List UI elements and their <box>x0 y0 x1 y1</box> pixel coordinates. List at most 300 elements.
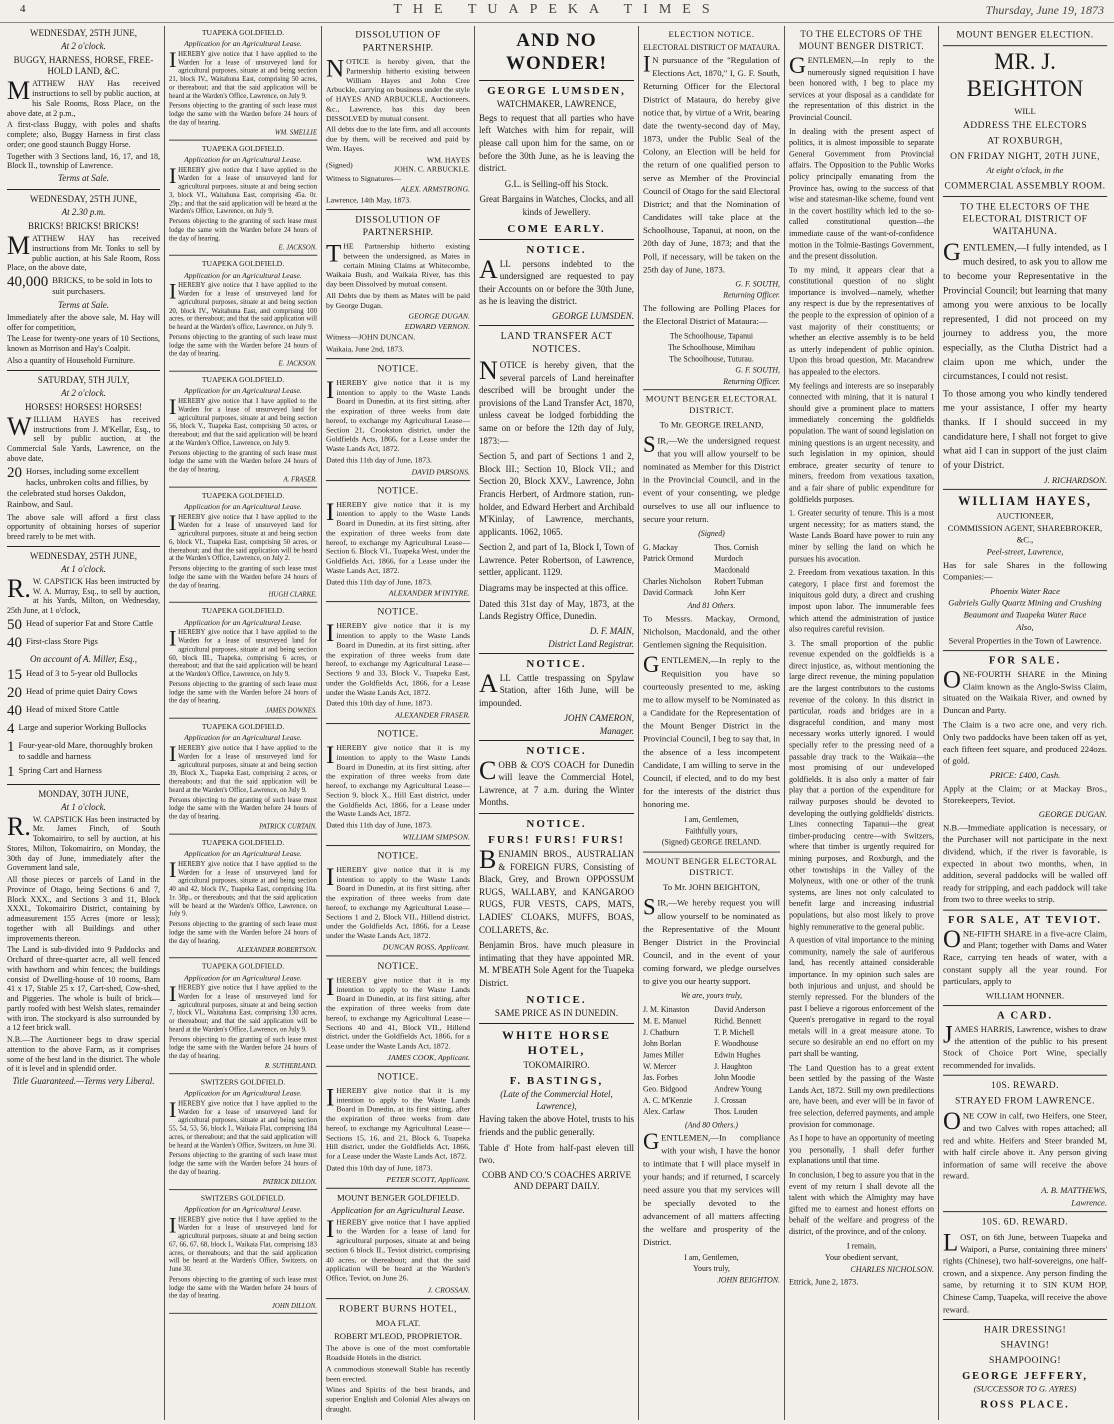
goldfield-heading: TUAPEKA GOLDFIELD. <box>201 490 285 500</box>
lot-text: BRICKS, to be sold in lots to suit purchasers. <box>52 275 153 297</box>
others: And 81 Others. <box>687 601 736 611</box>
divider <box>7 189 160 190</box>
ad-body: WILLIAM HAYES has received instructions from J. M'Kellar, Esq., to sell by public auction, at the Commercial Sale Yards, Lawrence, on the above date, <box>7 411 160 463</box>
address-paragraph: In dealing with the present aspect of politics, it is almost impossible to separate General Government from Provincial affairs. The Opposition to the Public Works policy principally emanating from the Province has, owing to the success of that wise and statesman-like scheme, found vent in the covert hostility which led to the so-called constitutional question—the immediate cause of the want-of-confidence motion in the Tolmie-Bastings Government, and the present dissolution. <box>789 126 934 261</box>
closing: I remain, <box>846 1240 877 1250</box>
column-4 <box>474 26 638 1420</box>
applicant-name: DAVID PARSONS. <box>411 467 470 476</box>
divider <box>326 1066 470 1067</box>
hotel-body: Having taken the above Hotel, trusts to his friends and the public generally. <box>479 1114 634 1137</box>
column-1 <box>3 26 164 1420</box>
notice-body: IN pursuance of the "Regulation of Elections Act, 1870," I, G. F. South, Returning Officer for the Electoral District of Mataura, do hereby give notice that, by virtue of a Writ, bearing date the twenty-second day of May, 1873, under the Public Seal of the Colony, an Election will be held for the return of one qualified person to serve as Member of the Provincial Council of Otago for the said Electoral District; and that the Nomination of Candidates will take place at the Schoolhouse, Tapanui, at noon, on the 20th day of June, 1873; and that the Poll, if necessary, will be taken on the 25th day of June, 1873. <box>643 51 780 276</box>
application-detail: 7, block VI., Waitahuna East, comprising 130 acres, or thereabout; and that the said application will be heard at the Warden's Office, Lawrence, on July 9. <box>169 1008 317 1034</box>
notice-body: Section 2, and part of 1a, Block I, Town of Lawrence. Peter Robertson, of Lawrence, settler, applicant. 1129. <box>479 542 634 578</box>
signature-role: Manager. <box>599 725 634 736</box>
application-sub: Application for an Agricultural Lease. <box>184 154 302 164</box>
notice-heading: MOUNT BENGER GOLDFIELD. <box>336 1192 460 1202</box>
price-line: SAME PRICE AS IN DUNEDIN. <box>494 1007 619 1018</box>
sale-time: At 1 o'clock. <box>61 801 106 812</box>
address-paragraph: To my mind, it appears clear that a constitutional question of no slight importance is involved—namely, whether any respect is due by the representatives of the people to the expression of opinion of a vast majority of their constituents; or whether an elective assembly is to be held as utterly independent of public opinion. Upon this broad question, Mr. Macandrew has appealed to the electors. <box>789 265 934 377</box>
signed-label: (Signed) <box>326 160 353 169</box>
signatory-name: J. Crossan <box>714 1096 747 1105</box>
application-body <box>169 510 317 563</box>
advertiser-trade: WATCHMAKER, LAWRENCE, <box>496 98 617 109</box>
signatory-name: Geo. Bidgood <box>643 1084 688 1094</box>
polling-place: The Schoolhouse, Tapanui <box>669 331 754 341</box>
application-objection: Persons objecting to the granting of such lease must lodge the same with the Warden before 24 hours of the day of hearing. <box>169 1035 317 1060</box>
notice-detail: Section 6. Block VI., Tuapeka West, under the Goldfields Act, 1866, for a Lease under the Waste Lands Act, 1872. <box>326 547 470 575</box>
notice-body <box>326 972 470 1052</box>
column-2 <box>164 26 321 1420</box>
candidate-name: MR. J. BEIGHTON <box>966 49 1084 102</box>
lot-text: Four-year-old Mare, thoroughly broken to saddle and harness <box>18 739 153 761</box>
application-detail: 67, 66, 67, 68, block I., Waikaia Flat, comprising 183 acres, or thereabouts; and that the said application will be heard at the Warden's Office, Switzers, on June 30. <box>169 1240 317 1273</box>
meeting-line: WILL <box>1014 106 1036 117</box>
applicant-name: JOHN DILLON. <box>271 1301 317 1310</box>
address-heading: TO THE ELECTORS OF THE MOUNT BENGER DISTRICT. <box>798 29 925 52</box>
signatory-name: G. Mackay <box>643 542 678 552</box>
sale-time: At 2.30 p.m. <box>61 207 106 218</box>
signatory-name: T. P. Michell <box>714 1027 755 1037</box>
district-heading: MOUNT BENGER ELECTORAL DISTRICT. <box>645 394 778 416</box>
application-lead: IHEREBY give notice that I have applied to the Warden for a lease of unsurveyed land for agricultural purposes, situate at and being section <box>169 981 317 1009</box>
notice-lead: IHEREBY give notice that it is my intention to apply to the Waste Lands Board in Dunedin, at its first sitting, after the expiration of three weeks from date hereof, to exchange my Agricultural Lease— <box>326 862 470 912</box>
notice-body <box>326 618 470 698</box>
polling-places <box>643 331 780 365</box>
application-objection: Persons objecting to the granting of such lease must lodge the same with the Warden before 24 hours of the day of hearing. <box>169 919 317 945</box>
signatory-name: J. Chatburn <box>643 1027 680 1037</box>
signature: WILLIAM HONNER. <box>985 990 1065 1001</box>
addressee: To Mr. JOHN BEIGHTON, <box>663 883 760 893</box>
sale-date: WEDNESDAY, 25TH JUNE, <box>29 28 137 38</box>
application-lead: IHEREBY give notice that I have applied to the Warden for a lease of unsurveyed land for agricultural purposes, situate at and being section <box>169 510 317 538</box>
notice-heading: NOTICE. <box>377 850 419 862</box>
company-list <box>943 586 1107 621</box>
divider <box>943 910 1107 911</box>
hotel-body: COBB AND CO.'S COACHES ARRIVE AND DEPART DAILY. <box>482 1169 631 1192</box>
signature: A. B. MATTHEWS, <box>1041 1185 1107 1195</box>
waste-lands-notices <box>326 358 470 1184</box>
sale-time: At 2 o'clock. <box>61 387 106 398</box>
lot-text: Spring Cart and Harness <box>18 764 102 775</box>
divider <box>326 358 470 359</box>
election-heading: MOUNT BENGER ELECTION. <box>956 29 1094 41</box>
signatory-name: A. C. M'Kenzie <box>643 1096 693 1105</box>
ad-body: MATTHEW HAY has received instructions from Mr. Tonks to sell by public auction, at his Sale Room, Ross Place, on the above date, <box>7 231 160 273</box>
sale-date: SATURDAY, 5TH JULY, <box>37 374 130 385</box>
sale-body: The Claim is a two acre one, and very rich. Only two paddocks have been taken off as yet, each fifteen feet square, and produced 224ozs. of gold. <box>943 720 1107 766</box>
application-body <box>169 278 317 331</box>
reply: GENTLEMEN,—In compliance with your wish, I have the honor to intimate that I will place myself in your hands; and if returned, I scarcely need assure you that my services will be specially devoted to the advancement of all matters affecting the welfare and prosperity of the District. <box>643 1129 780 1248</box>
address-paragraph: GENTLEMEN,—In reply to the numerously signed requisition I have been honored with, I beg to place my services at your disposal as a candidate for the representation of this district in the Provincial Council. <box>789 52 934 122</box>
hotel-body: Table d' Hote from half-past eleven till two. <box>479 1142 634 1166</box>
application-body <box>169 163 317 216</box>
notice-body <box>326 497 470 576</box>
divider <box>479 813 634 814</box>
goldfield-heading: TUAPEKA GOLDFIELD. <box>201 606 285 615</box>
lot-number: 40 <box>7 635 22 651</box>
sale-title: HORSES! HORSES! HORSES! <box>24 401 143 412</box>
signatory-name: Thos. Louden <box>714 1107 758 1117</box>
ad-body: N.B.—The Auctioneer begs to draw special attention to the above Farm, as it comprises some of the best land in the district. The whole of it is level and in splendid order. <box>7 1035 160 1074</box>
divider <box>943 45 1107 46</box>
hotel-title: ROBERT BURNS HOTEL, <box>339 1303 457 1315</box>
barber-note: (SUCCESSOR TO G. AYRES) <box>973 1384 1077 1394</box>
hotel-body: Wines and Spirits of the best brands, and superior English and Colonial Ales always on draught. <box>326 1385 470 1414</box>
notice-date: Dated this 11th day of June, 1873. <box>326 821 432 830</box>
divider <box>7 784 160 785</box>
witness-name: ALEX. ARMSTRONG. <box>400 185 470 194</box>
divider <box>169 718 317 719</box>
witness: Witness—JOHN DUNCAN. <box>326 333 416 343</box>
notice-heading: NOTICE. <box>526 243 587 256</box>
application-body <box>169 394 317 447</box>
applicant-name: R. SUTHERLAND. <box>264 1062 317 1070</box>
lot-item <box>7 275 160 297</box>
signature: WM. HAYES <box>426 155 470 165</box>
divider <box>943 1005 1107 1006</box>
notice-heading: DISSOLUTION OF PARTNERSHIP. <box>355 215 441 239</box>
application-objection: Persons objecting to the granting of such lease must lodge the same with the Warden before 24 hours of the day of hearing. <box>169 448 317 474</box>
divider <box>479 653 634 654</box>
address-body: To those among you who kindly tendered me your assistance, I offer my hearty thanks. If I should succeed in my candidature here, I shall not forget to give what aid I can in support of the just claim of your District. <box>943 388 1107 471</box>
application-body <box>169 1212 317 1273</box>
address-paragraph: A question of vital importance to the mining community, namely the sale of auriferous land, has recently attained considerable importance. In my opinion such sales are both injurious and unjust, and should be sternly repressed. For the blunders of the past I believe a rigorous enforcement of the Queen's prerogative in regard to the royal metals will in a great measure atone. To secure so desirable an end no effort on my part shall be wanting. <box>789 935 934 1058</box>
signatory-name: Murdoch Macdonald <box>714 554 750 575</box>
signature: G. F. SOUTH, <box>735 279 780 289</box>
signature-role: Returning Officer. <box>723 377 780 387</box>
lot-item <box>7 765 160 780</box>
notice-heading: NOTICE. <box>377 363 419 375</box>
notice-lead: IHEREBY give notice that it is my intention to apply to the Waste Lands Board in Dunedin, at its first sitting, after the expiration of three weeks from date hereof, to exchange my Agricultural Lease— <box>326 618 470 669</box>
notice-body: NOTICE is hereby given, that the several parcels of Land hereinafter described will be brought under the provisions of the Land Transfer Act, 1870, unless caveat be lodged forbidding the same on or before the 12th day of July, 1873:— <box>479 355 634 446</box>
application-lead: IHEREBY give notice that I have applied to the Warden for a lease of unsurveyed land for agricultural purposes, situate at and being section <box>169 47 317 75</box>
notice-heading: NOTICE. <box>377 607 419 619</box>
ad-body: Immediately after the above sale, M. Hay will offer for competition, <box>7 312 160 332</box>
address-body: GENTLEMEN,—I fully intended, as I much desired, to ask you to allow me to become your Representative in the Provincial Council; but learning that many among you were anxious to be locally represented, I did not proceed on my journey to address you, the more especially, as the Clutha District had a claim upon me which, under the circumstances, I could not resist. <box>943 238 1107 383</box>
district-heading: ELECTORAL DISTRICT OF MATAURA. <box>643 42 780 52</box>
address-paragraph: My feelings and interests are so inseparably connected with mining, that it is natural I should give a prominent place to matters immediately concerning the goldfields population. The want of sound legislation on mining questions is an urgent necessity, and such legislation in my opinion, should embrace, greater security of tenure to miners, freedom from vexatious taxation, and a fair share of public expenditure for goldfields purposes. <box>789 381 934 504</box>
barber-heading: HAIR DRESSING! <box>983 1324 1067 1336</box>
application-sub: Application for an Agricultural Lease. <box>184 617 302 627</box>
application-objection: Persons objecting to the granting of such lease must lodge the same with the Warden before 24 hours of the day of hearing. <box>169 1151 317 1176</box>
addressee: To Messrs. Mackay, Ormond, Nicholson, Macdonald, and the other Gentlemen signing the Requisition. <box>643 614 780 651</box>
notice-body: Dated this 31st day of May, 1873, at the Lands Registry Office, Dunedin. <box>479 598 634 622</box>
application-detail: 56, block V., Tuapeka East, comprising 50 acres, or thereabout; and that the said application will be heard at the Warden's Office, Lawrence, on July 9. <box>169 422 317 447</box>
sale-title: BRICKS! BRICKS! BRICKS! <box>27 220 140 231</box>
notice-heading: NOTICE. <box>377 729 419 740</box>
account-line: On account of A. Miller, Esq., <box>29 653 138 664</box>
address-paragraph: In conclusion, I beg to assure you that in the event of my return I shall devote all the talent with which the Almighty may have gifted me to earnest and honest efforts on behalf of the welfare and progress of the district, of the province, and of the colony. <box>789 1170 934 1236</box>
sale-heading: FOR SALE, AT TEVIOT. <box>948 914 1102 926</box>
notice-body: The following are Polling Places for the Electoral District of Mataura:— <box>643 304 780 327</box>
application-sub: Application for an Agricultural Lease. <box>184 849 302 858</box>
notice-heading: NOTICE. <box>526 818 587 830</box>
address-heading: TO THE ELECTORS OF THE ELECTORAL DISTRICT OF WAITAHUNA. <box>960 201 1090 238</box>
advertiser-name: GEORGE LUMSDEN, <box>487 84 626 97</box>
closing: Your obedient servant, <box>824 1252 899 1262</box>
notice-heading: DISSOLUTION OF PARTNERSHIP. <box>355 29 441 54</box>
application-sub: Application for an Agricultural Lease. <box>184 502 302 511</box>
application-lead: IHEREBY give notice that I have applied to the Warden for a lease of unsurveyed land for agricultural purposes, situate at and being section <box>169 394 317 422</box>
company-name: Phoenix Water Race <box>990 585 1060 596</box>
lot-list <box>7 668 160 780</box>
divider <box>479 80 634 81</box>
notice-heading: NOTICE. <box>377 1071 419 1083</box>
notice-body: Diagrams may be inspected at this office. <box>479 583 629 594</box>
notice-body: IHEREBY give notice that I have applied to the Warden for a lease of land for agricultural purposes, situate at and being section 6 block II., Teviot district, comprising 40 acres, or thereabout; and that the said application will be heard at the Warden's Office, Teviot, on June 26. <box>326 1214 470 1283</box>
application-body <box>169 981 317 1034</box>
goldfield-heading: TUAPEKA GOLDFIELD. <box>201 722 285 731</box>
column-5 <box>638 26 784 1420</box>
notice-body <box>326 375 470 454</box>
application-detail: 21, block IV., Waitahuna East, comprising 50 acres, or thereabout; and that the said application will be heard at the Warden's Office, Lawrence, on July 9. <box>169 75 317 100</box>
district-heading: MOUNT BENGER ELECTORAL DISTRICT. <box>645 856 778 878</box>
notice-body: All Debts due by them as Mates will be paid by George Dugan. <box>326 291 470 310</box>
lot-number: 4 <box>7 721 15 737</box>
goldfield-heading: SWITZERS GOLDFIELD. <box>200 1077 286 1087</box>
notice-date: Dated this 11th day of June, 1873. <box>326 455 432 465</box>
divider <box>169 602 317 603</box>
proprietor: F. BASTINGS, <box>509 1075 604 1088</box>
notice-heading: NOTICE. <box>526 744 587 757</box>
notice-date: Dated this 11th day of June, 1873. <box>326 577 432 587</box>
reward-heading: 10S. 6D. REWARD. <box>981 1216 1069 1228</box>
closing: I am, Gentlemen, <box>684 814 739 824</box>
lot-text: Head of prime quiet Dairy Cows <box>26 685 138 696</box>
address-paragraph: As I hope to have an opportunity of meeting you personally, I shall defer further explanations until that time. <box>789 1133 934 1166</box>
goldfield-heading: TUAPEKA GOLDFIELD. <box>201 375 285 384</box>
notice-detail: Section 9, block X., Hill East district, under the Goldfields Act, 1866, for a Lease under the Waste Lands Act, 1872. <box>326 790 470 819</box>
divider <box>943 1211 1107 1212</box>
notice-body: ALL persons indebted to the undersigned are requested to pay their Accounts on or before the 30th June, as he is leaving the district. <box>479 254 634 307</box>
goldfield-heading: TUAPEKA GOLDFIELD. <box>201 259 285 268</box>
applicant-name: PETER SCOTT, Applicant. <box>386 1174 470 1184</box>
notice-body <box>326 862 470 941</box>
signature: GEORGE DUGAN. <box>1038 809 1107 819</box>
lot-number: 1 <box>7 739 15 755</box>
signatory-name: Charles Nicholson <box>643 577 702 586</box>
application-objection: Persons objecting to the granting of such lease must lodge the same with the Warden before 24 hours of the day of hearing. <box>169 795 317 821</box>
divider <box>643 852 780 853</box>
card-body: JAMES HARRIS, Lawrence, wishes to draw the attention of the public to his present Stock of Choice Port Wine, specially recommended for invalids. <box>943 1020 1107 1070</box>
address-paragraph: 1. Greater security of tenure. This is a most urgent necessity; for as matters stand, the Waste Lands Board have power to ruin any miner by selling the land on which he pursues his avocation. <box>789 508 934 563</box>
signatory-name: James Miller <box>643 1050 684 1060</box>
meeting-line: ADDRESS THE ELECTORS <box>962 121 1088 132</box>
application-body <box>169 625 317 679</box>
applicant-name: WM. SMELLIE <box>274 128 317 137</box>
meeting-line: COMMERCIAL ASSEMBLY ROOM. <box>944 180 1106 192</box>
lot-text: Large and superior Working Bullocks <box>18 721 147 732</box>
lot-number: 15 <box>7 667 22 683</box>
divider <box>326 209 470 210</box>
application-objection: Persons objecting to the granting of such lease must lodge the same with the Warden before 24 hours of the day of hearing. <box>169 1275 317 1300</box>
ad-body: Has for sale Shares in the following Companies:— <box>943 560 1107 582</box>
ad-line: Several Properties in the Town of Lawrence. <box>948 635 1102 645</box>
notice-heading: NOTICE. <box>526 993 587 1006</box>
company-name: Beaumont and Tuapeka Water Race <box>963 610 1087 620</box>
barber-name: GEORGE JEFFERY, <box>962 1370 1088 1383</box>
sale-body: N.B.—Immediate application is necessary, or the Purchaser will not participate in the next dividend, which, if the river is favorable, is expected in about two months, when, in addition, several paddocks will be walled off ready for stripping, and each paddock will take from two to three weeks to strip. <box>943 822 1107 905</box>
divider <box>169 1189 317 1190</box>
terms: Terms at Sale. <box>58 300 109 311</box>
addressee: To Mr. GEORGE IRELAND, <box>659 421 764 431</box>
applicant-name: PATRICK DILLON. <box>262 1177 317 1186</box>
barber-heading: SHAMPOOING! <box>988 1355 1062 1366</box>
ad-line: Also, <box>1016 622 1034 632</box>
others: (And 80 Others.) <box>684 1120 738 1130</box>
goldfield-heading: SWITZERS GOLDFIELD. <box>200 1193 286 1202</box>
signatory-name: J. Haughton <box>714 1061 753 1071</box>
sale-time: At 2 o'clock. <box>61 41 106 52</box>
application-body <box>169 47 317 100</box>
signatory-name: David Anderson <box>714 1004 766 1014</box>
signature: (Signed) GEORGE IRELAND. <box>661 837 762 847</box>
notice-date: Waikaia, June 2nd, 1873. <box>326 344 405 354</box>
notice-detail: Sections 1 and 2, Block VII., Hillend district, under the Goldfields Act, 1866, for a Lease under the Waste Lands Act, 1872. <box>326 912 470 941</box>
column-3 <box>321 26 474 1420</box>
signatory-name: Richd. Bennett <box>714 1016 762 1026</box>
witness: Witness to Signatures— <box>326 173 401 183</box>
proprietor-note: (Late of the Commercial Hotel, Lawrence), <box>500 1089 613 1111</box>
divider <box>943 1319 1107 1320</box>
divider <box>169 371 317 372</box>
signatory-name: John Borlan <box>643 1039 682 1048</box>
ad-body: BENJAMIN BROS., AUSTRALIAN & FOREIGN FURS, Consisting of Black, Grey, and Brown OPPOSSUM RUGS, WALLABY, and KANGAROO RUGS, FUR VESTS, CAPS, MATS, LADIES' CLOAKS, MUFFS, BOAS, COLLARETS, &c. <box>479 845 634 935</box>
application-lead: IHEREBY give notice that I have applied to the Warden for a lease of unsurveyed land for agricultural purposes, situate at and being section <box>169 1212 317 1240</box>
reward-heading: 10S. REWARD. <box>990 1080 1060 1092</box>
notice-heading: NOTICE. <box>377 485 419 497</box>
goldfield-heading: TUAPEKA GOLDFIELD. <box>201 28 285 37</box>
notice-date: Dated this 10th day of June, 1873. <box>326 1163 433 1173</box>
application-sub: Application for an Agricultural Lease. <box>184 386 302 395</box>
notice-heading: NOTICE. <box>526 657 587 670</box>
divider <box>326 1298 470 1299</box>
signatures <box>326 155 470 174</box>
application-lead: IHEREBY give notice that I have applied to the Warden for a lease of unsurveyed land for agricultural purposes, situate at and being section <box>169 278 317 306</box>
lot-number: 1 <box>7 764 15 780</box>
ad-body: The Land is sub-divided into 9 Paddocks and Orchard of three-quarter acre, all well fenced with hawthorn and whin fences; the buildings consist of Dwelling-house of 10 rooms, Barn 41 x 17, Stable 25 x 17, Cart-shed, Cow-shed, and Piggeries. The whole is built of brick—partly roofed with best Welsh slates, remainder with iron. The stockyard is also surrounded by a 12 feet brick wall. <box>7 945 160 1033</box>
application-sub: Application for an Agricultural Lease. <box>184 270 302 280</box>
ad-body: Begs to request that all parties who have left Watches with him for repair, will please call upon him for the same, on or before the 30th June, as he is leaving the district. <box>479 112 634 174</box>
divider <box>169 486 317 487</box>
lot-number: 40,000 <box>7 275 49 291</box>
signatory-name: Edwin Hughes <box>714 1050 761 1060</box>
application-lead: IHEREBY give notice that I have applied to the Warden for a lease of unsurveyed land for agricultural purposes, situate at and being section <box>169 857 317 885</box>
lot-number: 20 <box>7 685 22 701</box>
lot-text: Head of mixed Store Cattle <box>26 703 120 714</box>
signatory-name: W. Mercer <box>643 1061 677 1071</box>
application-detail: 60, block III., Tuapeka, comprising 6 acres, or thereabout; and that the said application will be heard at the Warden's Office, Lawrence, on July 9. <box>169 653 317 678</box>
reply: GENTLEMEN,—In reply to the Requisition you have so courteously presented to me, asking me to allow myself to be Nominated as a Candidate for the Representation of the Mount Benger District in the Provincial Council, I beg to say that, in the absence of a less incompetent Candidate, I am willing to serve in the Council, if elected, and to do my best for the interests of the district thus honoring me. <box>643 651 780 810</box>
lot-item <box>7 636 160 651</box>
sale-date: WEDNESDAY, 25TH JUNE, <box>29 193 137 204</box>
signatory-name: David Cormack <box>643 588 693 598</box>
closing: Yours truly, <box>693 1264 730 1273</box>
signature: J. RICHARDSON. <box>1043 475 1107 486</box>
stray-heading: STRAYED FROM LAWRENCE. <box>954 1096 1096 1107</box>
applicant-name: E. JACKSON. <box>278 359 317 368</box>
divider <box>479 740 634 741</box>
sale-body: ONE-FOURTH SHARE in the Mining Claim known as the Anglo-Swiss Claim, situated on the Waikaia River, and owned by Duncan and Party. <box>943 665 1107 715</box>
hotel-title: WHITE HORSE HOTEL, <box>501 1027 612 1057</box>
divider <box>326 955 470 956</box>
application-objection: Persons objecting to the granting of such lease must lodge the same with the Warden before 24 hours of the day of hearing. <box>169 564 317 589</box>
headline: AND NO WONDER! <box>506 30 607 74</box>
notice-detail: Sections 9 and 33, Block V., Tuapeka East, under the Goldfields Act, 1866, for a Lease under the Waste Lands Act, 1872. <box>326 669 470 697</box>
signed-label: (Signed) <box>698 529 725 538</box>
application-sub: Application for an Agricultural Lease. <box>184 1204 302 1214</box>
signature: J. CROSSAN. <box>427 1285 470 1295</box>
divider <box>943 1075 1107 1076</box>
hotel-body: A commodious stonewall Stable has recently been erected. <box>326 1364 470 1383</box>
closing: We are, yours truly, <box>680 991 743 1001</box>
goldfield-heading: TUAPEKA GOLDFIELD. <box>201 143 285 153</box>
barber-place: ROSS PLACE. <box>980 1399 1070 1411</box>
application-body <box>169 1097 317 1150</box>
notice-body: THE Partnership hitherto existing between the undersigned, as Mates in certain Mining Claims at Whitecombe, Waikaia Bush, and Waikaia River, has this day been Dissolved by mutual consent. <box>326 239 470 289</box>
notice-lead: IHEREBY give notice that it is my intention to apply to the Waste Lands Board in Dunedin, at its first sitting, after the expiration of three weeks from date hereof, to exchange my Agricultural Lease— <box>326 740 470 791</box>
applicant-name: JAMES COOK, Applicant. <box>387 1053 470 1062</box>
requisition: SIR,—We hereby request you will allow yourself to be nominated as the Representative of the Mount Benger District in the Provincial Council, and in the event of your coming forward, we pledge ourselves to give you our hearty support. <box>643 894 780 987</box>
divider <box>7 546 160 547</box>
applicant-name: E. JACKSON. <box>278 244 317 252</box>
goldfield-heading: TUAPEKA GOLDFIELD. <box>201 837 285 847</box>
application-lead: IHEREBY give notice that I have applied to the Warden for a lease of unsurveyed land for agricultural purposes, situate at and being section <box>169 741 317 769</box>
address-body <box>789 52 934 1237</box>
signature: EDWARD VERNON. <box>404 322 470 332</box>
application-detail: 20, block IV., Waitahuna East, and comprising 100 acres, or thereabout; and that the said application will be heard at the Warden's office, Lawrence, on July 9. <box>169 306 317 331</box>
signatory-name: F. Woodhouse <box>714 1039 759 1048</box>
notice-body <box>326 1083 470 1162</box>
lot-item <box>7 466 160 510</box>
signatory-list <box>643 1004 780 1118</box>
divider <box>169 1313 317 1314</box>
lot-item <box>7 722 160 737</box>
signature: D. F. MAIN, <box>589 625 634 636</box>
signatory-name: Andrew Young <box>714 1084 762 1094</box>
notice-detail: Sections 40 and 41, Block VII., Hillend district, under the Goldfields Act, 1866, for a Lease under the Waste Lands Act, 1872. <box>326 1022 470 1051</box>
applicant-name: ALEXANDER M'INTYRE. <box>388 588 470 598</box>
signatory-name: J. M. Kinaston <box>643 1004 690 1014</box>
divider <box>326 602 470 603</box>
divider <box>479 1023 634 1024</box>
goldfield-heading: TUAPEKA GOLDFIELD. <box>201 961 285 971</box>
lot-list <box>7 618 160 651</box>
signature: CHARLES NICHOLSON. <box>850 1264 934 1274</box>
notice-lead: IHEREBY give notice that it is my intention to apply to the Waste Lands Board in Dunedin, at its first sitting, after the expiration of three weeks from date hereof, to exchange my Agricultural Lease— <box>326 972 470 1023</box>
address-paragraph: 3. The small proportion of the public revenue expended on the goldfields is a direct injustice, as, without mentioning the large direct revenue, the mining population are the largest contributors to the customs revenue of the colony. In this district in particular, roads and bridges are in a disgraceful condition, and many most necessary works utterly ignored. I would specially refer to the pressing need of a passable dray track to the Waikaia—the most promising of our undeveloped goldfields. It is also only a matter of fair play that a portion of the expenditure for railway purposes should be devoted to developing the outlying goldfields' districts. Lines connecting Tapanui—the great timber-producing centre—with Switzers, where that timber is urgently required for mining purposes, and Roxburgh, and the other townships in the Valley of the Molyneux, with one or other of the trunk systems, are lines not only calculated to benefit large and increasing industrial populations, but also most likely to prove highly remunerative to the general public. <box>789 638 934 931</box>
ad-line: G.L. is Selling-off his Stock. <box>504 178 609 189</box>
signatory-name: Patrick Ormond <box>643 554 694 563</box>
company-name: Gabriels Gully Quartz Mining and Crushing <box>948 598 1102 608</box>
applicant-name: ALEXANDER FRASER. <box>395 710 470 720</box>
applicant-name: WILLIAM SIMPSON. <box>402 832 470 842</box>
ad-body: Also a quantity of Household Furniture. <box>7 355 135 365</box>
closing: Faithfully yours, <box>685 826 738 836</box>
meeting-line: AT ROXBURGH, <box>987 136 1063 147</box>
sale-time: At 1 o'clock. <box>61 564 106 575</box>
hotel-place: MOA FLAT. <box>375 1318 421 1329</box>
lot-item <box>7 704 160 719</box>
applicant-name: DUNCAN ROSS, Applicant. <box>382 942 470 952</box>
notice-sub: Application for an Agricultural Lease. <box>331 1205 465 1215</box>
ad-body: R.W. CAPSTICK Has been instructed by Mr. James Finch, of South Tokomairiro, to sell by auction, at his Stores, Milton, Tokomairiro, on Monday, the 30th day of June, immediately after the Government land sale, <box>7 811 160 873</box>
signature: G. F. SOUTH, <box>735 366 780 375</box>
application-lead: IHEREBY give notice that I have applied to the Warden for a lease of unsurveyed land for agricultural purposes, situate at and being section <box>169 1097 317 1124</box>
address-date: Ettrick, June 2, 1873. <box>789 1276 859 1286</box>
signatory-name: Jas. Forbes <box>643 1073 678 1083</box>
